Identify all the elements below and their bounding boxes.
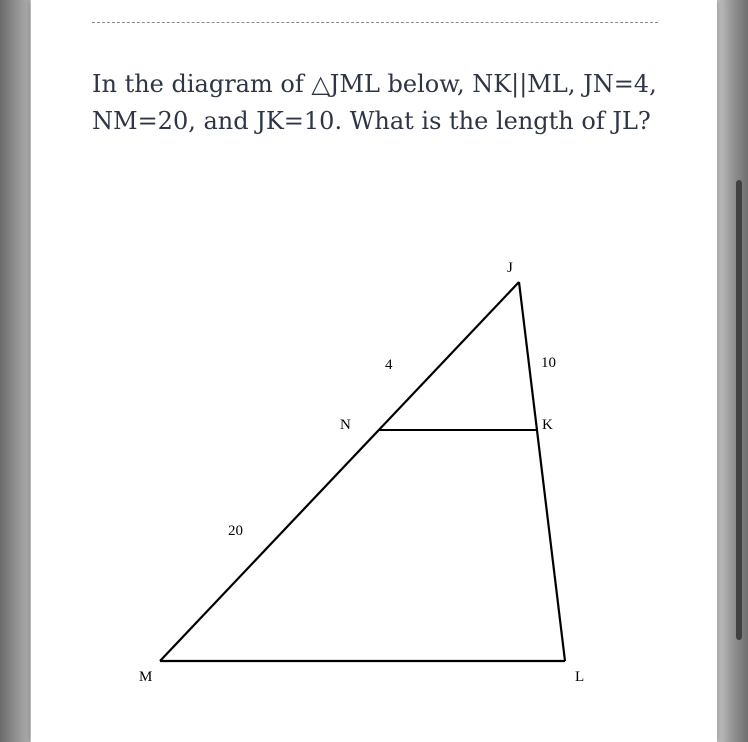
length-label-nm: 20 [228,523,243,539]
length-label-jn: 4 [385,357,393,373]
vertex-label-k: K [542,417,553,433]
vertex-label-n: N [340,417,351,433]
vertex-label-l: L [575,669,585,685]
scrollbar-thumb[interactable] [736,180,742,640]
vertex-label-j: J [507,260,513,276]
length-label-jk: 10 [541,355,556,371]
question-text: In the diagram of △JML below, NK||ML, JN=4, NM=20, and JK=10. What is the length of JL? [92,70,657,135]
side-jm [160,282,519,661]
vertex-label-m: M [139,669,153,685]
side-jl [519,282,565,661]
